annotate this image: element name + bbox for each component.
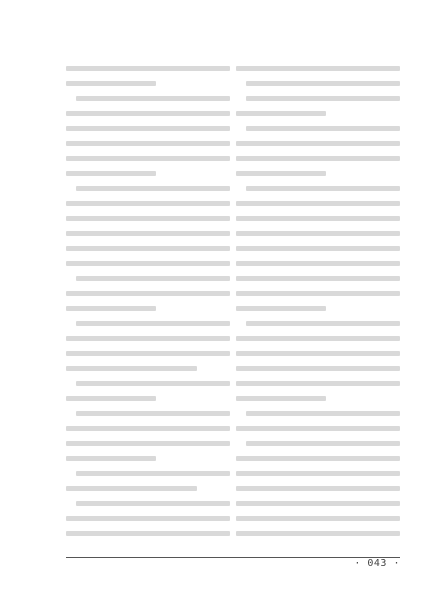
text-line [246, 126, 400, 131]
text-line [66, 441, 230, 446]
text-line [246, 81, 400, 86]
text-line [246, 321, 400, 326]
text-line [236, 531, 400, 536]
text-line [66, 351, 230, 356]
text-line [66, 81, 156, 86]
page-number: · 043 · [354, 558, 400, 569]
text-line [236, 336, 400, 341]
text-line [66, 456, 156, 461]
text-line [236, 366, 400, 371]
text-line [66, 306, 156, 311]
text-line [246, 96, 400, 101]
text-line [236, 276, 400, 281]
text-line [236, 351, 400, 356]
text-line [236, 216, 400, 221]
text-line [236, 291, 400, 296]
text-line [66, 66, 230, 71]
text-line [66, 486, 197, 491]
text-line [76, 471, 230, 476]
right-text-column [236, 66, 400, 546]
text-line [66, 126, 230, 131]
text-line [66, 291, 230, 296]
text-line [236, 141, 400, 146]
text-line [76, 501, 230, 506]
text-line [66, 141, 230, 146]
text-line [236, 486, 400, 491]
text-line [76, 411, 230, 416]
text-line [246, 441, 400, 446]
text-line [66, 336, 230, 341]
text-line [236, 501, 400, 506]
text-line [76, 276, 230, 281]
footer-rule [66, 557, 400, 558]
text-line [246, 411, 400, 416]
text-line [66, 366, 197, 371]
text-line [66, 216, 230, 221]
text-line [236, 396, 326, 401]
text-line [236, 516, 400, 521]
text-line [236, 381, 400, 386]
text-line [236, 156, 400, 161]
text-line [66, 156, 230, 161]
text-line [66, 261, 230, 266]
text-line [236, 426, 400, 431]
text-line [76, 186, 230, 191]
text-line [236, 171, 326, 176]
left-text-column [66, 66, 230, 546]
text-line [76, 321, 230, 326]
text-line [236, 306, 326, 311]
text-line [66, 111, 230, 116]
text-line [66, 516, 230, 521]
text-line [76, 381, 230, 386]
text-line [66, 231, 230, 236]
text-line [236, 246, 400, 251]
text-line [66, 171, 156, 176]
text-line [66, 201, 230, 206]
text-line [66, 531, 230, 536]
text-line [236, 111, 326, 116]
text-line [66, 426, 230, 431]
text-line [236, 201, 400, 206]
text-line [236, 231, 400, 236]
text-line [66, 396, 156, 401]
text-line [236, 456, 400, 461]
text-line [236, 471, 400, 476]
text-line [76, 96, 230, 101]
text-line [236, 66, 400, 71]
text-line [66, 246, 230, 251]
text-line [246, 186, 400, 191]
text-line [236, 261, 400, 266]
